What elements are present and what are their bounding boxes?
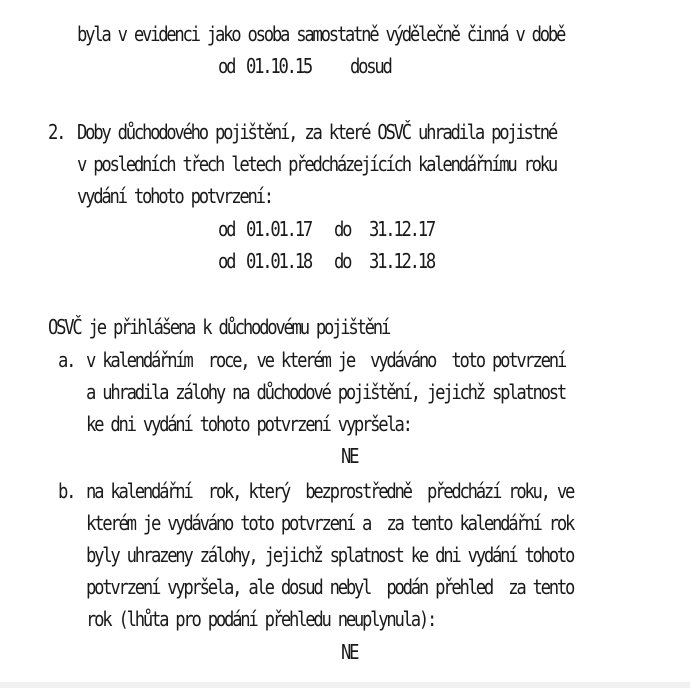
pension-periods-text-line-2: v posledních třech letech předcházejících kalendářnímu roku [77,152,557,176]
registration-heading: OSVČ je přihlášena k důchodovému pojištění [48,315,390,339]
item-b-marker: b. [58,479,75,503]
section-number: 2. [48,120,65,144]
item-b-text-line-3: byly uhrazeny zálohy, jejichž splatnost ke dni vydání tohoto [86,543,574,567]
period-2-from-label: od [218,249,235,273]
item-b-answer: NE [341,640,358,664]
evidence-from-label: od [218,54,235,78]
item-b-text-line-2: kterém je vydáváno toto potvrzení a za tento kalendářní rok [86,511,574,535]
item-a-text-line-1: v kalendářním roce, ve kterém je vydáváno toto potvrzení [86,348,566,372]
period-1-to-date: 31.12.17 [369,217,434,241]
period-2-to-date: 31.12.18 [369,249,434,273]
period-2-to-label: do [334,249,351,273]
item-b-text-line-4: potvrzení vypršela, ale dosud nebyl podán přehled za tento [86,575,574,599]
period-1-from-date: 01.01.17 [246,217,311,241]
evidence-text: byla v evidenci jako osoba samostatně výdělečně činná v době [77,22,565,46]
period-2-from-date: 01.01.18 [246,249,311,273]
item-b-text-line-1: na kalendářní rok, který bezprostředně předchází roku, ve [86,479,574,503]
pension-periods-text-line-1: Doby důchodového pojištění, za které OSVČ uhradila pojistné [77,120,557,144]
item-a-answer: NE [341,444,358,468]
item-a-text-line-3: ke dni vydání tohoto potvrzení vypršela: [86,412,411,436]
page-bottom-edge [0,682,690,688]
item-a-marker: a. [58,348,75,372]
period-1-to-label: do [334,217,351,241]
evidence-to-value: dosud [350,54,391,78]
period-1-from-label: od [218,217,235,241]
evidence-from-date: 01.10.15 [246,54,311,78]
item-a-text-line-2: a uhradila zálohy na důchodové pojištění, jejichž splatnost [86,380,566,404]
item-b-text-line-5: rok (lhůta pro podání přehledu neuplynula): [86,607,436,631]
pension-periods-text-line-3: vydání tohoto potvrzení: [77,184,272,208]
